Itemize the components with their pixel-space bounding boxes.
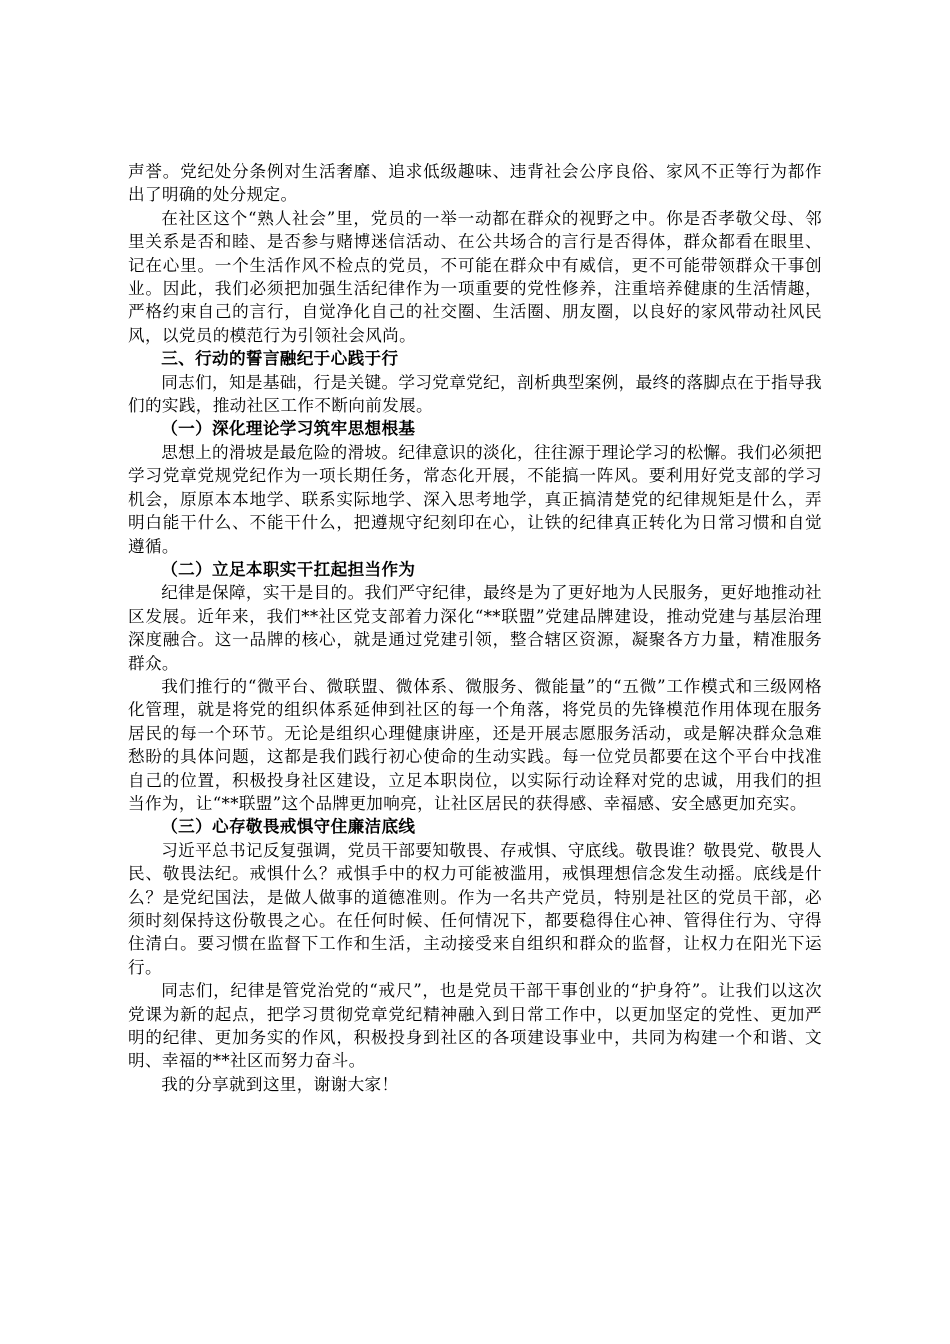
subheading-3: （三）心存敬畏戒惧守住廉洁底线 — [161, 816, 416, 837]
paragraph-continued: 声誉。党纪处分条例对生活奢靡、追求低级趣味、违背社会公序良俗、家风不正等行为都作出了明确的处分规定。 — [128, 162, 822, 205]
section-heading-3: 三、行动的誓言融纪于心践于行 — [161, 348, 399, 369]
paragraph-subsection-1: 思想上的滑坡是最危险的滑坡。纪律意识的淡化，往往源于理论学习的松懈。我们必须把学习党章党规党纪作为一项长期任务，常态化开展，不能搞一阵风。要利用好党支部的学习机会，原原本本地学、联系实际地学、深入思考地学，真正搞清楚党的纪律规矩是什么，弄明白能干什么、不能干什么，把遵规守纪刻印在心，让铁的纪律真正转化为日常习惯和自觉遵循。 — [128, 442, 822, 556]
paragraph-thanks: 我的分享就到这里，谢谢大家！ — [161, 1074, 399, 1094]
paragraph-subsection-3: 习近平总书记反复强调，党员干部要知敬畏、存戒惧、守底线。敬畏谁？敬畏党、敬畏人民、敬畏法纪。戒惧什么？戒惧手中的权力可能被滥用，戒惧理想信念发生动摇。底线是什么？是党纪国法，是做人做事的道德准则。作为一名共产党员，特别是社区的党员干部，必须时刻保持这份敬畏之心。在任何时候、任何情况下，都要稳得住心神、管得住行为、守得住清白。要习惯在监督下工作和生活，主动接受来自组织和群众的监督，让权力在阳光下运行。 — [128, 840, 822, 977]
paragraph-section-intro: 同志们，知是基础，行是关键。学习党章党纪，剖析典型案例，最终的落脚点在于指导我们的实践，推动社区工作不断向前发展。 — [128, 372, 822, 416]
document-page — [128, 160, 822, 1096]
subheading-1: （一）深化理论学习筑牢思想根基 — [161, 418, 416, 439]
paragraph-subsection-2a: 纪律是保障，实干是目的。我们严守纪律，最终是为了更好地为人民服务，更好地推动社区发展。近年来，我们**社区党支部着力深化“**联盟”党建品牌建设，推动党建与基层治理深度融合。这一品牌的核心，就是通过党建引领，整合辖区资源，凝聚各方力量，精准服务群众。 — [128, 583, 822, 673]
paragraph-community: 在社区这个“熟人社会”里，党员的一举一动都在群众的视野之中。你是否孝敬父母、邻里关系是否和睦、是否参与赌博迷信活动、在公共场合的言行是否得体，群众都看在眼里、记在心里。一个生活作风不检点的党员，不可能在群众中有威信，更不可能带领群众干事创业。因此，我们必须把加强生活纪律作为一项重要的党性修养，注重培养健康的生活情趣，严格约束自己的言行，自觉净化自己的社交圈、生活圈、朋友圈，以良好的家风带动社风民风，以党员的模范行为引领社会风尚。 — [128, 208, 822, 345]
paragraph-closing: 同志们，纪律是管党治党的“戒尺”，也是党员干部干事创业的“护身符”。让我们以这次党课为新的起点，把学习贯彻党章党纪精神融入到日常工作中，以更加坚定的党性、更加严明的纪律、更加务实的作风，积极投身到社区的各项建设事业中，共同为构建一个和谐、文明、幸福的**社区而努力奋斗。 — [128, 981, 822, 1071]
paragraph-subsection-2b: 我们推行的“微平台、微联盟、微体系、微服务、微能量”的“五微”工作模式和三级网格化管理，就是将党的组织体系延伸到社区的每一个角落，将党员的先锋模范作用体现在服务居民的每一个环节。无论是组织心理健康讲座，还是开展志愿服务活动，或是解决群众急难愁盼的具体问题，这都是我们践行初心使命的生动实践。每一位党员都要在这个平台中找准自己的位置，积极投身社区建设，立足本职岗位，以实际行动诠释对党的忠诚，用我们的担当作为，让“**联盟”这个品牌更加响亮，让社区居民的获得感、幸福感、安全感更加充实。 — [128, 676, 822, 813]
subheading-2: （二）立足本职实干扛起担当作为 — [161, 558, 416, 579]
